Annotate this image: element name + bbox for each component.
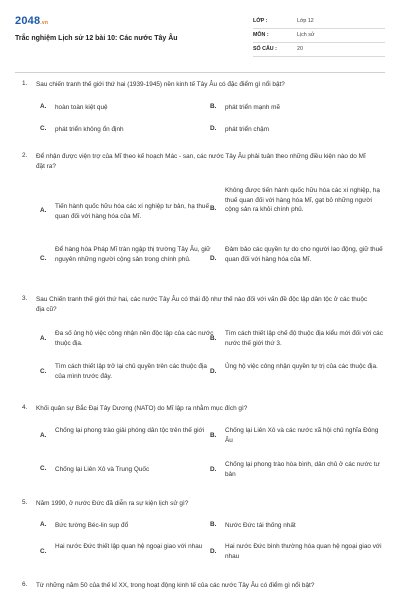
logo-suffix: .vn [40, 20, 49, 26]
option-text: Hai nước Đức thiết lập quan hệ ngoại giao với nhau [55, 543, 203, 550]
option-letter: A. [40, 103, 47, 110]
option-letter: C. [40, 368, 47, 375]
option-letter: B. [210, 205, 217, 212]
meta-row-class [253, 15, 385, 29]
option-text: Bức tường Béc-lin sụp đổ [55, 522, 129, 529]
question-number: 2. [22, 152, 28, 159]
option-letter: B. [210, 432, 217, 439]
option-text: phát triển không ổn định [55, 126, 124, 133]
question-text: Sau Chiến tranh thế giới thứ hai, các nước Tây Âu có thái độ như thế nào đối với vấn đề độc lập dân tộc ở các thuộc địa cũ? [36, 296, 368, 313]
option-text: Chống lại phong trào hòa bình, dân chủ ở các nước tư bản [225, 461, 380, 478]
meta-label: SỐ CÂU : [253, 46, 277, 52]
question-text: Khối quân sự Bắc Đại Tây Dương (NATO) do Mĩ lập ra nhằm mục đích gì? [36, 405, 248, 412]
option-letter: C. [40, 465, 47, 472]
option-letter: D. [210, 125, 217, 132]
option-letter: A. [40, 335, 47, 342]
option-letter: B. [210, 103, 217, 110]
option-letter: B. [210, 335, 217, 342]
option-letter: A. [40, 207, 47, 214]
question-number: 1. [22, 80, 28, 87]
option-text: Hai nước Đức bình thường hóa quan hệ ngoại giao với nhau [225, 543, 382, 560]
option-letter: C. [40, 548, 47, 555]
option-text: Không được tiến hành quốc hữu hóa các xí nghiệp, hạ thuế quan đối với hàng hóa Mĩ, gạt bỏ những người cộng sản ra khỏi chính phủ. [225, 187, 380, 214]
option-letter: C. [40, 125, 47, 132]
logo-main: 2048 [15, 15, 41, 27]
meta-label: LỚP : [253, 18, 268, 24]
meta-value: 20 [297, 46, 303, 52]
question-4 [22, 404, 380, 488]
question-text: Năm 1990, ở nước Đức đã diễn ra sự kiện lịch sử gì? [36, 500, 189, 507]
meta-value: Lịch sử [297, 32, 315, 38]
option-letter: D. [210, 548, 217, 555]
option-text: Tiến hành quốc hữu hóa các xí nghiệp tư bản, hạ thuế quan đối với hàng hóa của Mĩ. [55, 203, 209, 220]
question-number: 3. [22, 295, 28, 302]
option-letter: D. [210, 368, 217, 375]
option-text: Chống lại Liên Xô và Trung Quốc [55, 466, 150, 473]
option-text: Đa số ủng hộ việc công nhận nền độc lập của các nước thuộc địa. [55, 330, 214, 347]
option-text: Để hàng hóa Pháp Mĩ tràn ngập thị trường Tây Âu, giữ nguyên những người cộng sản trong chính phủ. [55, 246, 211, 263]
question-text: Để nhận được viện trợ của Mĩ theo kế hoạch Mác - san, các nước Tây Âu phải tuân theo những điều kiện nào do Mĩ đặt ra? [36, 153, 366, 170]
question-6 [22, 581, 372, 600]
meta-label: MÔN : [253, 32, 269, 38]
option-letter: A. [40, 521, 47, 528]
option-text: phát triển chậm [225, 126, 270, 133]
option-letter: A. [40, 432, 47, 439]
question-1 [22, 80, 372, 140]
question-number: 5. [22, 499, 28, 506]
page-title: Trắc nghiệm Lịch sử 12 bài 10: Các nước Tây Âu [15, 35, 178, 42]
option-letter: C. [40, 255, 47, 262]
option-letter: B. [210, 521, 217, 528]
question-3 [22, 295, 383, 393]
option-text: Chống lại Liên Xô và các nước xã hội chủ nghĩa Đông Âu [225, 427, 379, 444]
option-text: Đảm bảo các quyền tự do cho người lao động, giữ thuế quan đối với hàng hóa của Mĩ. [225, 246, 383, 263]
question-number: 6. [22, 581, 28, 588]
meta-row-subject [253, 29, 385, 43]
header-divider [15, 72, 385, 73]
option-text: Tìm cách thiết lập chế độ thuộc địa kiểu mới đối với các nước thế giới thứ 3. [225, 330, 383, 347]
meta-value: Lớp 12 [297, 18, 314, 24]
option-text: hoàn toàn kiệt quệ [55, 104, 108, 111]
option-letter: D. [210, 255, 217, 262]
site-logo[interactable] [15, 15, 48, 27]
option-text: phát triển mạnh mẽ [225, 104, 281, 111]
option-letter: D. [210, 466, 217, 473]
option-text: Tìm cách thiết lập trở lại chủ quyền trên các thuộc địa của mình trước đây. [55, 363, 207, 380]
option-text: Ủng hộ việc công nhận quyền tự trị của các thuộc địa. [225, 363, 378, 370]
question-text: Từ những năm 50 của thế kỉ XX, trong hoạt động kinh tế của các nước Tây Âu có điểm gì nổi bật? [36, 582, 315, 589]
option-text: Nước Đức tái thống nhất [225, 522, 296, 529]
question-2 [22, 152, 383, 292]
question-number: 4. [22, 404, 28, 411]
page-header [15, 15, 385, 57]
question-text: Sau chiến tranh thế giới thứ hai (1939-1945) nền kinh tế Tây Âu có đặc điểm gì nổi bật? [36, 81, 285, 88]
option-text: Chống lại phong trào giải phóng dân tộc trên thế giới [55, 427, 205, 434]
meta-row-count [253, 43, 385, 57]
quiz-meta [253, 15, 385, 57]
question-5 [22, 499, 382, 575]
